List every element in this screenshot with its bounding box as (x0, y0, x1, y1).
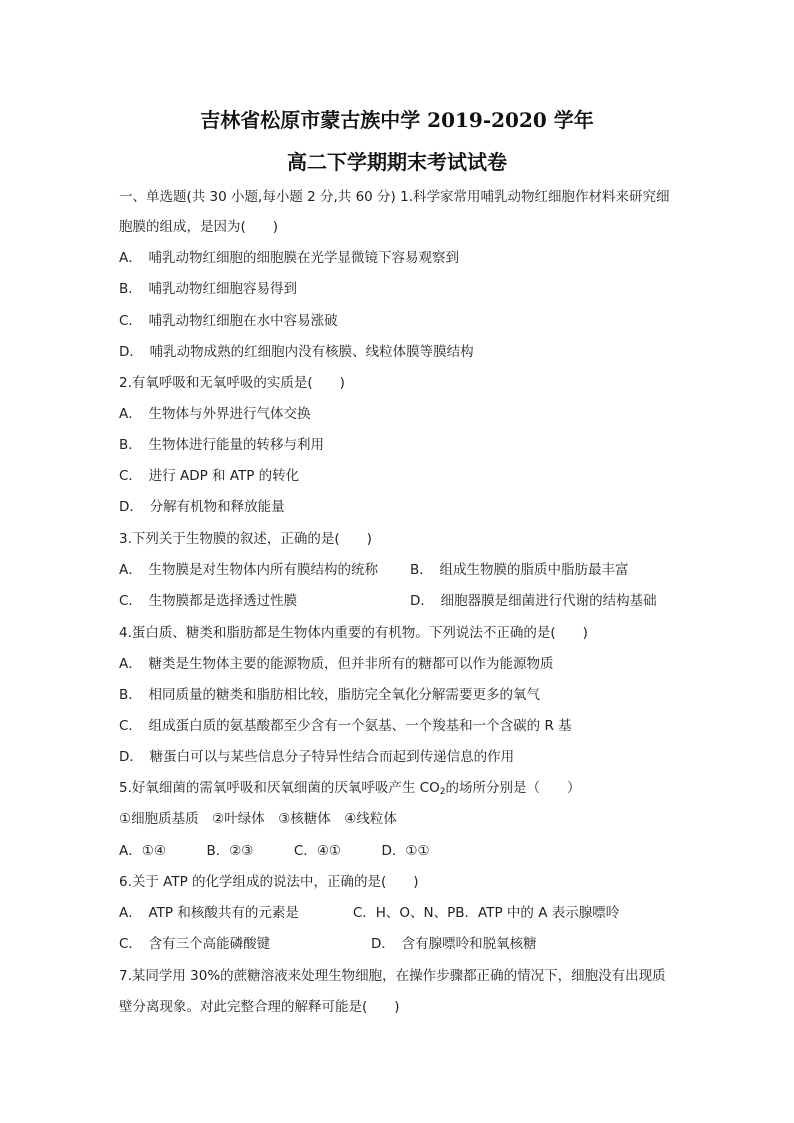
q4-option-d: D． 糖蛋白可以与某些信息分子特异性结合而起到传递信息的作用 (119, 749, 515, 765)
q1-option-b: B． 哺乳动物红细胞容易得到 (119, 281, 298, 297)
q6-option-c: C． 含有三个高能磷酸键 (119, 936, 271, 952)
q7-stem-line2: 壁分离现象。对此完整合理的解释可能是( ) (119, 999, 400, 1015)
document-title: 吉林省松原市蒙古族中学 2019-2020 学年 (200, 108, 594, 132)
q3-option-d: D． 细胞器膜是细菌进行代谢的结构基础 (410, 593, 657, 609)
q6-option-d: D． 含有腺嘌呤和脱氧核糖 (371, 936, 537, 952)
q3-stem: 3.下列关于生物膜的叙述，正确的是( ) (119, 531, 372, 547)
q7-stem-line1: 7.某同学用 30%的蔗糖溶液来处理生物细胞，在操作步骤都正确的情况下，细胞没有出现质 (119, 968, 666, 984)
section-intro-line2: 胞膜的组成，是因为( ) (119, 219, 279, 235)
q2-option-b: B． 生物体进行能量的转移与利用 (119, 437, 325, 453)
q5-items: ①细胞质基质 ②叶绿体 ③核糖体 ④线粒体 (119, 811, 397, 827)
q4-option-a: A． 糖类是生物体主要的能源物质，但并非所有的糖都可以作为能源物质 (119, 656, 554, 672)
q5-answers: A．①④ B．②③ C．④① D．①① (119, 843, 430, 859)
q3-option-a: A． 生物膜是对生物体内所有膜结构的统称 (119, 562, 378, 578)
q5-stem-subscript: 2 (439, 787, 446, 797)
q4-option-c: C． 组成蛋白质的氨基酸都至少含有一个氨基、一个羧基和一个含碳的 R 基 (119, 718, 572, 734)
q1-option-a: A． 哺乳动物红细胞的细胞膜在光学显微镜下容易观察到 (119, 250, 459, 266)
q6-option-ab: A． ATP 和核酸共有的元素是 C．H、O、N、PB．ATP 中的 A 表示腺嘌呤 (119, 905, 620, 921)
q1-option-c: C． 哺乳动物红细胞在水中容易涨破 (119, 313, 338, 329)
q4-option-b: B． 相同质量的糖类和脂肪相比较，脂肪完全氧化分解需要更多的氧气 (119, 687, 541, 703)
q2-option-d: D． 分解有机物和释放能量 (119, 499, 285, 515)
q3-option-c: C． 生物膜都是选择透过性膜 (119, 593, 298, 609)
q5-stem (119, 779, 580, 801)
section-intro-line1: 一、单选题(共 30 小题,每小题 2 分,共 60 分) 1.科学家常用哺乳动物红细胞作材料来研究细 (119, 189, 670, 205)
q2-option-a: A． 生物体与外界进行气体交换 (119, 406, 311, 422)
q1-option-d: D． 哺乳动物成熟的红细胞内没有核膜、线粒体膜等膜结构 (119, 344, 474, 360)
q4-stem: 4.蛋白质、糖类和脂肪都是生物体内重要的有机物。下列说法不正确的是( ) (119, 625, 588, 641)
q6-stem: 6.关于 ATP 的化学组成的说法中，正确的是( ) (119, 874, 419, 890)
document-subtitle: 高二下学期期末考试试卷 (287, 150, 507, 174)
q2-stem: 2.有氧呼吸和无氧呼吸的实质是( ) (119, 375, 345, 391)
q5-stem-pre: 5.好氧细菌的需氧呼吸和厌氧细菌的厌氧呼吸产生 CO (119, 780, 440, 796)
q3-option-b: B． 组成生物膜的脂质中脂肪最丰富 (410, 562, 629, 578)
q5-stem-post: 的场所分别是（ ） (445, 780, 581, 796)
q2-option-c: C． 进行 ADP 和 ATP 的转化 (119, 468, 300, 484)
